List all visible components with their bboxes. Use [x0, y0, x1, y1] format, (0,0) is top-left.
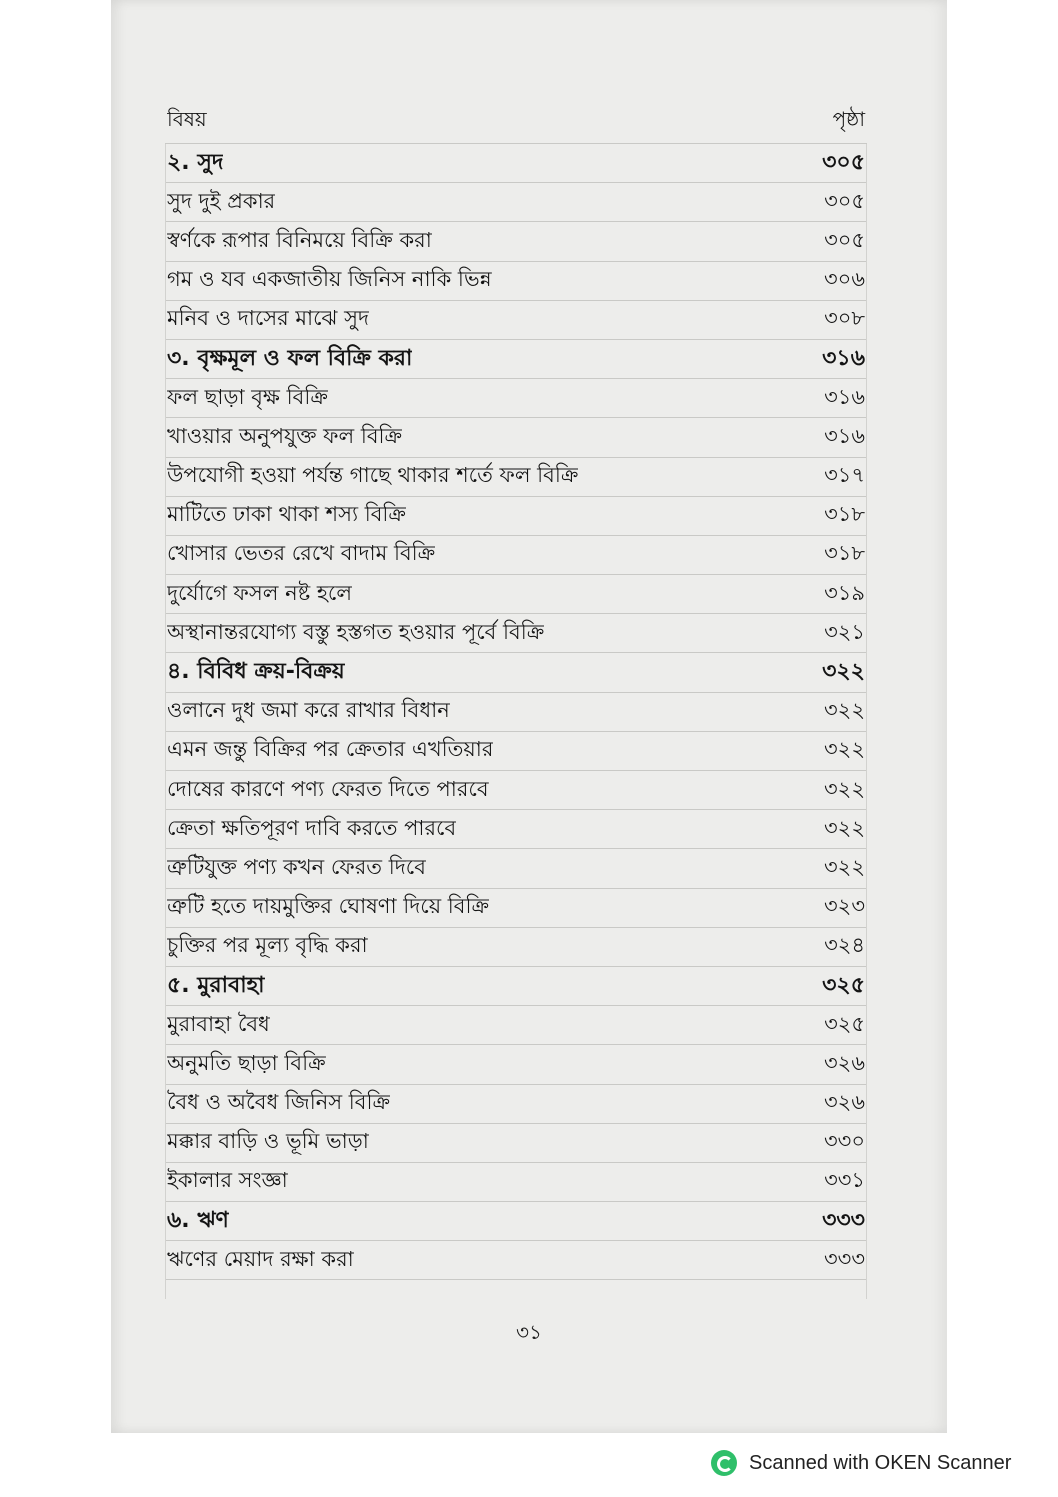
toc-entry-row [165, 301, 867, 340]
toc-entry-row [165, 262, 867, 301]
entry-title: বৈধ ও অবৈধ জিনিস বিক্রি [167, 1090, 391, 1115]
entry-title: ত্রুটিযুক্ত পণ্য কখন ফেরত দিবে [167, 854, 426, 879]
toc-entry-row [165, 458, 867, 497]
entry-page-number: ৩২২ [824, 815, 865, 840]
entry-title: ক্রেতা ক্ষতিপূরণ দাবি করতে পারবে [167, 815, 457, 840]
toc-entry-row [165, 732, 867, 771]
subject-column-header: বিষয় [167, 107, 207, 131]
toc-entry-row [165, 1085, 867, 1124]
toc-entry-row [165, 536, 867, 575]
entry-page-number: ৩১৮ [824, 502, 865, 527]
entry-page-number: ৩০৫ [822, 149, 865, 175]
toc-chapter-row [165, 340, 867, 379]
toc-chapter-row [165, 144, 867, 183]
entry-page-number: ৩১৭ [824, 463, 865, 488]
toc-entry-row [165, 693, 867, 732]
toc-entry-row [165, 1045, 867, 1084]
toc-entries [165, 144, 867, 1280]
entry-page-number: ৩২২ [824, 737, 865, 762]
entry-page-number: ৩২৪ [824, 933, 865, 958]
toc-chapter-row [165, 1202, 867, 1241]
page-number: ৩১ [516, 1320, 542, 1344]
toc-entry-row [165, 889, 867, 928]
toc-entry-row [165, 497, 867, 536]
entry-title: দুর্যোগে ফসল নষ্ট হলে [167, 580, 352, 605]
entry-page-number: ৩১৯ [824, 580, 865, 605]
entry-page-number: ৩১৮ [824, 541, 865, 566]
toc-chapter-row [165, 967, 867, 1006]
entry-title: খোসার ভেতর রেখে বাদাম বিক্রি [167, 541, 436, 566]
page-column-header: পৃষ্ঠা [832, 107, 865, 131]
entry-title: ত্রুটি হতে দায়মুক্তির ঘোষণা দিয়ে বিক্রি [167, 894, 490, 919]
entry-title: উপযোগী হওয়া পর্যন্ত গাছে থাকার শর্তে ফল বিক্রি [167, 463, 579, 488]
toc-chapter-row [165, 653, 867, 692]
entry-page-number: ৩২৬ [824, 1050, 865, 1075]
entry-title: মক্কার বাড়ি ও ভূমি ভাড়া [167, 1129, 369, 1154]
chapter-title: ৬. ঋণ [167, 1207, 229, 1233]
entry-title: এমন জন্তু বিক্রির পর ক্রেতার এখতিয়ার [167, 737, 494, 762]
toc-header-row [165, 100, 867, 144]
entry-title: খাওয়ার অনুপযুক্ত ফল বিক্রি [167, 423, 403, 448]
entry-title: মনিব ও দাসের মাঝে সুদ [167, 306, 370, 331]
entry-page-number: ৩০৮ [824, 306, 865, 331]
toc-entry-row [165, 222, 867, 261]
toc-entry-row [165, 1124, 867, 1163]
toc-entry-row [165, 810, 867, 849]
entry-title: ইকালার সংজ্ঞা [167, 1168, 288, 1193]
entry-page-number: ৩১৬ [824, 423, 865, 448]
entry-title: মুরাবাহা বৈধ [167, 1011, 270, 1036]
entry-page-number: ৩০৬ [824, 267, 865, 292]
entry-page-number: ৩২৫ [824, 1011, 865, 1036]
toc-entry-row [165, 1006, 867, 1045]
toc-entry-row [165, 771, 867, 810]
entry-title: স্বর্ণকে রূপার বিনিময়ে বিক্রি করা [167, 227, 432, 252]
entry-title: অনুমতি ছাড়া বিক্রি [167, 1050, 326, 1075]
entry-page-number: ৩২১ [824, 619, 865, 644]
entry-page-number: ৩০৫ [824, 188, 865, 213]
entry-page-number: ৩৩৩ [824, 1246, 865, 1271]
entry-title: মাটিতে ঢাকা থাকা শস্য বিক্রি [167, 502, 406, 527]
toc-entry-row [165, 418, 867, 457]
entry-title: গম ও যব একজাতীয় জিনিস নাকি ভিন্ন [167, 267, 492, 292]
entry-page-number: ৩৩০ [824, 1129, 865, 1154]
chapter-title: ৫. মুরাবাহা [167, 972, 265, 998]
entry-page-number: ৩৩৩ [822, 1207, 865, 1233]
entry-page-number: ৩১৬ [822, 345, 865, 371]
toc-entry-row [165, 575, 867, 614]
entry-page-number: ৩২২ [824, 854, 865, 879]
entry-page-number: ৩২৬ [824, 1090, 865, 1115]
entry-page-number: ৩২২ [824, 776, 865, 801]
entry-page-number: ৩৩১ [824, 1168, 865, 1193]
entry-page-number: ৩২৩ [824, 894, 865, 919]
oken-scanner-logo-icon [711, 1450, 737, 1476]
toc-entry-row [165, 1163, 867, 1202]
entry-title: সুদ দুই প্রকার [167, 188, 276, 213]
chapter-title: ৪. বিবিধ ক্রয়-বিক্রয় [167, 659, 345, 685]
entry-page-number: ৩০৫ [824, 227, 865, 252]
entry-page-number: ৩১৬ [824, 384, 865, 409]
entry-page-number: ৩২২ [824, 698, 865, 723]
toc-entry-row [165, 1241, 867, 1280]
toc-entry-row [165, 379, 867, 418]
entry-title: অস্থানান্তরযোগ্য বস্তু হস্তগত হওয়ার পূর্বে বিক্রি [167, 619, 545, 644]
entry-page-number: ৩২৫ [822, 972, 865, 998]
scanner-watermark [711, 1447, 1011, 1479]
chapter-title: ৩. বৃক্ষমূল ও ফল বিক্রি করা [167, 345, 413, 371]
entry-title: ফল ছাড়া বৃক্ষ বিক্রি [167, 384, 328, 409]
entry-title: ওলানে দুধ জমা করে রাখার বিধান [167, 698, 450, 723]
entry-title: ঋণের মেয়াদ রক্ষা করা [167, 1246, 354, 1271]
toc-entry-row [165, 849, 867, 888]
toc-entry-row [165, 614, 867, 653]
toc-entry-row [165, 183, 867, 222]
toc-entry-row [165, 928, 867, 967]
table-of-contents [165, 100, 867, 1280]
entry-title: চুক্তির পর মূল্য বৃদ্ধি করা [167, 933, 368, 958]
entry-title: দোষের কারণে পণ্য ফেরত দিতে পারবে [167, 776, 489, 801]
scanner-watermark-text: Scanned with OKEN Scanner [749, 1451, 1012, 1474]
chapter-title: ২. সুদ [167, 149, 224, 175]
entry-page-number: ৩২২ [822, 659, 865, 685]
